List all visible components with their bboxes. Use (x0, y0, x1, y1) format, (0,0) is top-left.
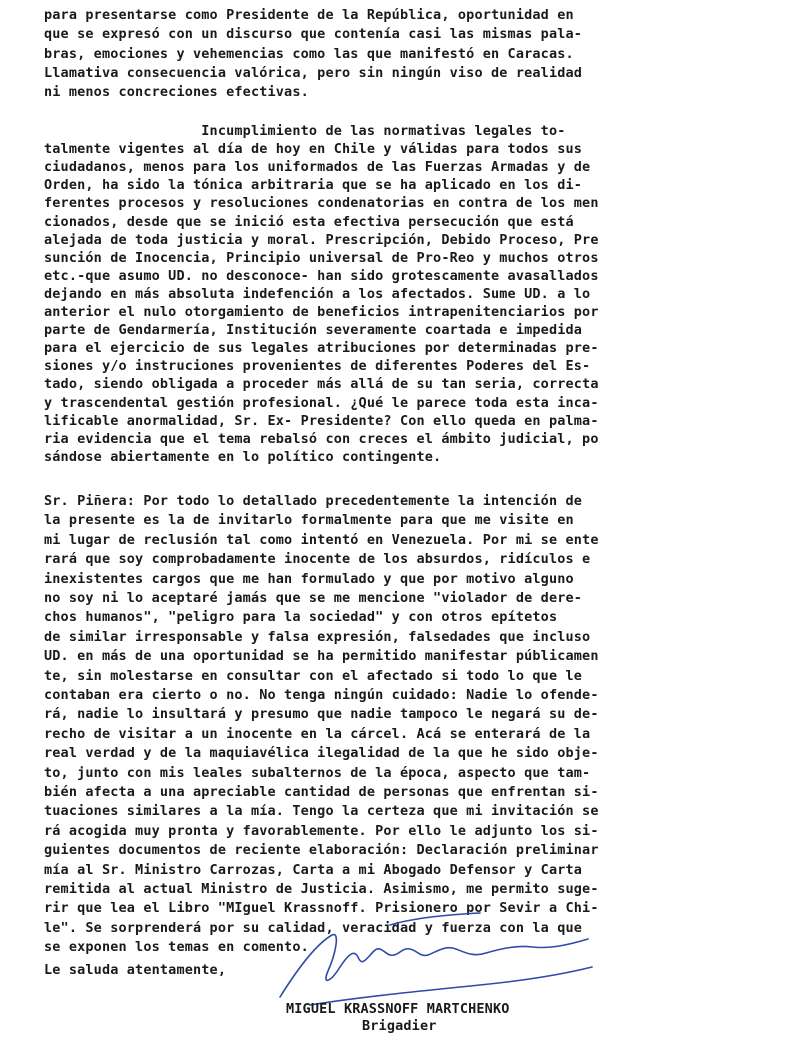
text-line: mía al Sr. Ministro Carrozas, Carta a mi Abogado Defensor y Carta (44, 861, 583, 878)
text-line: remitida al actual Ministro de Justicia. Asimismo, me permito suge- (44, 881, 599, 897)
text-line: Llamativa consecuencia valórica, pero sin ningún viso de realidad (44, 64, 583, 81)
text-line: ciudadanos, menos para los uniformados de las Fuerzas Armadas y de (44, 159, 591, 176)
text-line: parte de Gendarmería, Institución severamente coartada e impedida (44, 322, 583, 339)
text-line: para el ejercicio de sus legales atribuciones por determinadas pre- (44, 340, 599, 357)
signatory-rank: Brigadier (362, 1018, 437, 1034)
text-line: cionados, desde que se inició esta efectiva persecución que está (44, 213, 574, 230)
text-line: rir que lea el Libro "MIguel Krassnoff. Prisionero por Sevir a Chi- (44, 900, 599, 917)
text-line: rará que soy comprobadamente inocente de los absurdos, ridículos e (44, 551, 591, 568)
text-line: ria evidencia que el tema rebalsó con creces el ámbito judicial, po (44, 430, 599, 447)
text-line: y trascendental gestión profesional. ¿Qué le parece toda esta inca- (44, 394, 599, 411)
text-line: guientes documentos de reciente elaboración: Declaración preliminar (44, 842, 599, 859)
text-line: de similar irresponsable y falsa expresión, falsedades que incluso (44, 628, 591, 645)
text-line: para presentarse como Presidente de la República, oportunidad en (44, 7, 574, 23)
text-line: anterior el nulo otorgamiento de beneficios intrapenitenciarios por (44, 304, 599, 320)
text-line: Incumplimiento de las normativas legales to- (44, 123, 566, 139)
text-line: lificable anormalidad, Sr. Ex- Presidente? Con ello queda en palma- (44, 412, 599, 429)
text-line: no soy ni lo aceptaré jamás que se me mencione "violador de dere- (44, 590, 583, 606)
text-line: sunción de Inocencia, Principio universal de Pro-Reo y muchos otros (44, 249, 599, 266)
text-line: etc.-que asumo UD. no desconoce- han sido grotescamente avasallados (44, 267, 599, 284)
text-line: tuaciones similares a la mía. Tengo la certeza que mi invitación se (44, 803, 599, 820)
text-line: ni menos concreciones efectivas. (44, 84, 309, 101)
text-line: UD. en más de una oportunidad se ha permitido manifestar públicamen (44, 648, 599, 665)
text-line: talmente vigentes al día de hoy en Chile y válidas para todos sus (44, 141, 583, 158)
text-line: ferentes procesos y resoluciones condenatorias en contra de los men (44, 195, 599, 212)
text-line: real verdad y de la maquiavélica ilegalidad de la que he sido obje- (44, 745, 599, 762)
text-line: contaban era cierto o no. No tenga ningún cuidado: Nadie lo ofende- (44, 687, 599, 703)
text-line: tado, siendo obligada a proceder más allá de su tan seria, correcta (44, 376, 599, 393)
text-line: bién afecta a una apreciable cantidad de personas que enfrentan si- (44, 784, 599, 800)
text-line: que se expresó con un discurso que contenía casi las mismas pala- (44, 26, 583, 43)
text-line: dejando en más absoluta indefención a los afectados. Sume UD. a lo (44, 285, 591, 302)
text-line: rá, nadie lo insultará y presumo que nadie tampoco le negará su de- (44, 706, 599, 723)
text-line: Sr. Piñera: Por todo lo detallado precedentemente la intención de (44, 493, 583, 509)
text-line: to, junto con mis leales subalternos de la época, aspecto que tam- (44, 764, 591, 781)
text-line: inexistentes cargos que me han formulado y que por motivo alguno (44, 570, 574, 587)
text-line: Orden, ha sido la tónica arbitraria que se ha aplicado en los di- (44, 177, 583, 194)
text-line: bras, emociones y vehemencias como las que manifestó en Caracas. (44, 45, 574, 62)
text-line: rá acogida muy pronta y favorablemente. Por ello le adjunto los si- (44, 822, 599, 839)
text-line: alejada de toda justicia y moral. Prescripción, Debido Proceso, Pre (44, 231, 599, 248)
text-line: recho de visitar a un inocente en la cárcel. Acá se enterará de la (44, 725, 591, 742)
text-line: mi lugar de reclusión tal como intentó en Venezuela. Por mi se ente (44, 531, 599, 548)
text-line: siones y/o instruciones provenientes de diferentes Poderes del Es- (44, 358, 591, 375)
text-line: te, sin molestarse en consultar con el afectado si todo lo que le (44, 667, 583, 684)
text-line: se exponen los temas en comento. (44, 939, 309, 956)
signatory-name: MIGUEL KRASSNOFF MARTCHENKO (286, 1001, 510, 1017)
text-line: la presente es la de invitarlo formalmente para que me visite en (44, 512, 574, 529)
text-line: sándose abiertamente en lo político contingente. (44, 448, 442, 465)
handwritten-signature (270, 905, 600, 1015)
text-line: le". Se sorprenderá por su calidad, veracidad y fuerza con la que (44, 919, 583, 936)
closing-salutation: Le saluda atentamente, (44, 962, 227, 978)
text-line: chos humanos", "peligro para la sociedad" y con otros epítetos (44, 609, 558, 626)
